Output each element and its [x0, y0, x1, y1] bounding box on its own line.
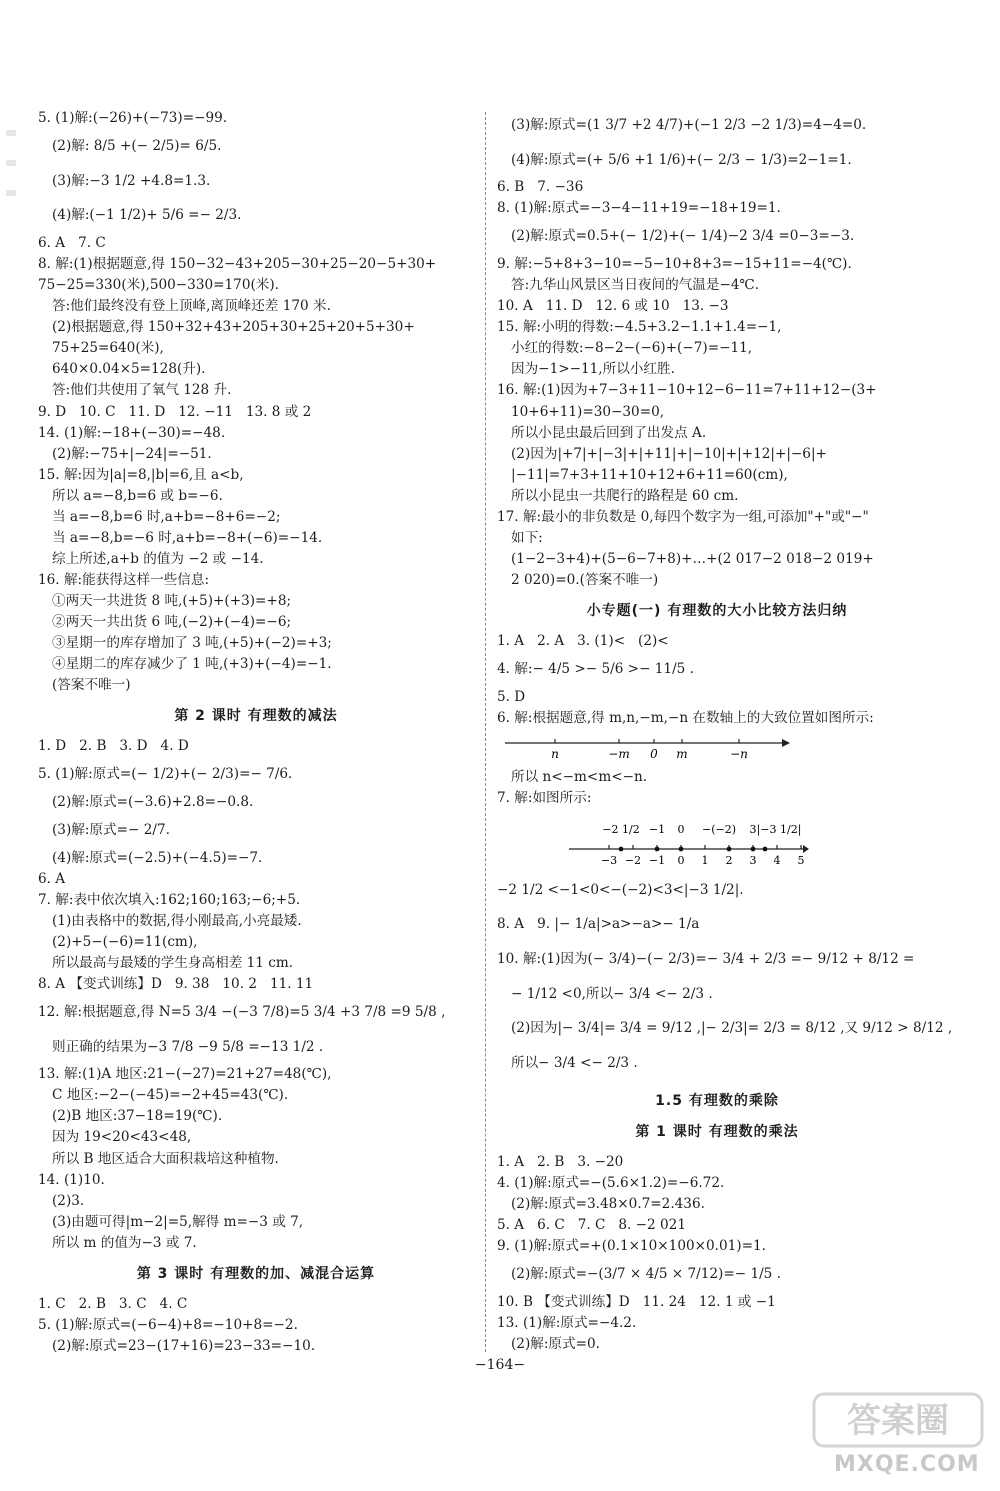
section-heading: 1.5 有理数的乘除: [655, 1092, 779, 1109]
watermark-text: MXQE.COM: [834, 1452, 980, 1477]
answer-line: (2)解:原式=23−(17+16)=23−33=−10.: [52, 1337, 316, 1354]
answer-line: 10. B 【变式训练】D 11. 24 12. 1 或 −1: [497, 1294, 776, 1311]
answer-line: (3)解:−3 1/2 +4.8=1.3.: [52, 172, 211, 189]
answer-line: (2)因为|− 3/4|= 3/4 = 9/12 ,|− 2/3|= 2/3 = 8/12 ,又 9/12 > 8/12 ,: [511, 1020, 953, 1037]
answer-line: 5. D: [497, 688, 526, 705]
answer-line: 10. A 11. D 12. 6 或 10 13. −3: [497, 298, 729, 315]
answer-line: (2)3.: [52, 1192, 85, 1209]
tick-label: −2: [624, 853, 642, 867]
answer-line: 所以 m 的值为−3 或 7.: [52, 1234, 197, 1251]
answer-line: 答:他们最终没有登上顶峰,离顶峰还差 170 米.: [52, 298, 331, 315]
answer-line: ④星期二的库存减少了 1 吨,(+3)+(−4)=−1.: [52, 656, 332, 673]
plotted-point: [655, 846, 660, 851]
answer-line: |−11|=7+3+11+10+12+6+11=60(cm),: [511, 466, 788, 483]
answer-line: 10+6+11)=30−30=0,: [511, 403, 665, 420]
tick-label: 2: [725, 853, 733, 867]
answer-line: 15. 解:小明的得数:−4.5+3.2−1.1+1.4=−1,: [497, 319, 782, 336]
answer-line: 17. 解:最小的非负数是 0,每四个数字为一组,可添加"+"或"−": [497, 508, 869, 525]
tick-label: 5: [797, 853, 805, 867]
answer-line: 5. (1)解:原式=(− 1/2)+(− 2/3)=− 7/6.: [38, 766, 293, 783]
answer-line: 4. 解:− 4/5 >− 5/6 >− 11/5 .: [497, 660, 694, 677]
answer-line: 15. 解:因为|a|=8,|b|=6,且 a<b,: [38, 466, 244, 483]
answer-line: ②两天一共出货 6 吨,(−2)+(−4)=−6;: [52, 614, 292, 631]
answer-line: 9. (1)解:原式=+(0.1×10×100×0.01)=1.: [497, 1238, 766, 1255]
answer-line: 4. (1)解:原式=−(5.6×1.2)=−6.72.: [497, 1175, 725, 1192]
answer-line: 5. (1)解:(−26)+(−73)=−99.: [38, 110, 228, 126]
answer-line: 所以小昆虫最后回到了出发点 A.: [511, 424, 707, 441]
number-line-6: [497, 731, 797, 761]
answer-line: ①两天一共进货 8 吨,(+5)+(+3)=+8;: [52, 593, 292, 610]
answer-line: 答:九华山风景区当日夜间的气温是−4℃.: [511, 277, 760, 294]
answer-line: 7. 解:表中依次填入:162;160;163;−6;+5.: [38, 891, 301, 908]
point-label: |−3 1/2|: [756, 822, 802, 836]
answer-line: 640×0.04×5=128(升).: [52, 361, 206, 378]
answer-line: (2)解:原式=0.5+(− 1/2)+(− 1/4)−2 3/4 =0−3=−3.: [511, 228, 855, 245]
answer-line: 6. A 7. C: [38, 235, 106, 252]
answer-line: 因为 19<20<43<48,: [52, 1129, 192, 1146]
answer-line: − 1/12 <0,所以− 3/4 <− 2/3 .: [511, 985, 713, 1002]
right-column: [497, 108, 953, 1355]
tick-label: 3: [749, 853, 757, 867]
point-label: −n: [730, 746, 748, 761]
number-line-figure-7: [497, 811, 937, 867]
answer-line: (2)解:原式=0.: [511, 1336, 600, 1353]
answer-line: C 地区:−2−(−45)=−2+45=43(℃).: [52, 1087, 289, 1104]
answer-line: (1)由表格中的数据,得小刚最高,小亮最矮.: [52, 912, 302, 929]
point-label: −(−2): [701, 822, 737, 836]
answer-line: 10. 解:(1)因为(− 3/4)−(− 2/3)=− 3/4 + 2/3 =− 9/12 + 8/12 =: [497, 951, 915, 968]
answer-line: (2)根据题意,得 150+32+43+205+30+25+20+5+30+: [52, 319, 415, 336]
answer-line: 13. (1)解:原式=−4.2.: [497, 1315, 637, 1332]
answer-line: (2)解: 8/5 +(− 2/5)= 6/5.: [52, 138, 222, 155]
answer-line: 小红的得数:−8−2−(−6)+(−7)=−11,: [511, 340, 753, 357]
answer-line: (1−2−3+4)+(5−6−7+8)+…+(2 017−2 018−2 019+: [511, 550, 874, 567]
arrow-icon: [803, 845, 809, 853]
answer-line: ③星期一的库存增加了 3 吨,(+5)+(−2)=+3;: [52, 635, 332, 652]
answer-line: 因为−1>−11,所以小红胜.: [511, 361, 675, 378]
plotted-point: [763, 846, 768, 851]
answer-line: 当 a=−8,b=−6 时,a+b=−8+(−6)=−14.: [52, 529, 323, 546]
watermark-logo-text: 答案圈: [847, 1401, 949, 1441]
answer-line: 75+25=640(米),: [52, 340, 164, 357]
answer-line: 所以最高与最矮的学生身高相差 11 cm.: [52, 954, 294, 971]
answer-line: 当 a=−8,b=6 时,a+b=−8+6=−2;: [52, 508, 281, 525]
tick-label: 1: [701, 853, 709, 867]
answer-line: 13. 解:(1)A 地区:21−(−27)=21+27=48(℃),: [38, 1066, 332, 1083]
plotted-point: [619, 846, 624, 851]
tick-label: −3: [600, 853, 618, 867]
answer-line: 所以小昆虫一共爬行的路程是 60 cm.: [511, 487, 739, 504]
answer-line: 8. (1)解:原式=−3−4−11+19=−18+19=1.: [497, 200, 781, 217]
scan-artifact: [6, 190, 16, 196]
answer-line: 16. 解:能获得这样一些信息:: [38, 572, 210, 589]
point-label: −1: [648, 822, 666, 836]
answer-line: (答案不唯一): [52, 677, 131, 694]
point-label: 0: [677, 822, 685, 836]
answer-line: 1. D 2. B 3. D 4. D: [38, 738, 189, 755]
answer-line: 答:他们共使用了氧气 128 升.: [52, 382, 232, 399]
plotted-point: [727, 846, 732, 851]
answer-line: 所以 n<−m<m<−n.: [511, 768, 648, 785]
answer-line: 所以 B 地区适合大面积栽培这种植物.: [52, 1150, 279, 1167]
plotted-point: [751, 846, 756, 851]
answer-line: 14. (1)解:−18+(−30)=−48.: [38, 424, 226, 441]
point-label: 3: [749, 822, 757, 836]
scan-artifact: [6, 160, 16, 166]
tick-label: −1: [648, 853, 666, 867]
answer-line: 6. B 7. −36: [497, 179, 584, 196]
answer-line: 1. A 2. A 3. (1)< (2)<: [497, 632, 669, 649]
number-line-figure-6: [497, 731, 937, 761]
page-number: −164−: [474, 1357, 526, 1373]
answer-line: 1. C 2. B 3. C 4. C: [38, 1295, 188, 1312]
answer-line: 8. 解:(1)根据题意,得 150−32−43+205−30+25−20−5+30+: [38, 256, 437, 273]
answer-line: (3)解:原式=(1 3/7 +2 4/7)+(−1 2/3 −2 1/3)=4−4=0.: [511, 117, 867, 133]
answer-line: 6. 解:根据题意,得 m,n,−m,−n 在数轴上的大致位置如图所示:: [497, 709, 874, 726]
tick-label: 4: [773, 853, 781, 867]
answer-line: −2 1/2 <−1<0<−(−2)<3<|−3 1/2|.: [497, 881, 744, 898]
answer-line: 则正确的结果为−3 7/8 −9 5/8 =−13 1/2 .: [52, 1038, 324, 1055]
arrow-icon: [782, 739, 790, 747]
point-label: 0: [650, 746, 658, 761]
number-line-7: [497, 811, 817, 867]
section-heading: 第 2 课时 有理数的减法: [174, 708, 338, 725]
answer-line: 9. D 10. C 11. D 12. −11 13. 8 或 2: [38, 403, 312, 420]
point-label: −2 1/2: [602, 822, 640, 836]
answer-line: 6. A: [38, 870, 66, 887]
answer-line: 16. 解:(1)因为+7−3+11−10+12−6−11=7+11+12−(3+: [497, 382, 877, 399]
answer-line: 2 020)=0.(答案不唯一): [511, 572, 659, 589]
answer-line: (2)解:原式=−(3/7 × 4/5 × 7/12)=− 1/5 .: [511, 1266, 781, 1283]
answer-line: (4)解:原式=(+ 5/6 +1 1/6)+(− 2/3 − 1/3)=2−1=1.: [511, 151, 852, 168]
answer-line: (2)B 地区:37−18=19(℃).: [52, 1108, 223, 1125]
answer-line: 9. 解:−5+8+3−10=−5−10+8+3=−15+11=−4(℃).: [497, 256, 852, 273]
point-label: n: [551, 746, 559, 761]
answer-line: (4)解:原式=(−2.5)+(−4.5)=−7.: [52, 849, 263, 866]
answer-line: 所以 a=−8,b=6 或 b=−6.: [52, 487, 223, 504]
section-heading: 第 3 课时 有理数的加、减混合运算: [136, 1265, 376, 1282]
point-label: −m: [608, 746, 630, 761]
answer-line: 14. (1)10.: [38, 1171, 105, 1188]
answer-line: 5. (1)解:原式=(−6−4)+8=−10+8=−2.: [38, 1316, 298, 1333]
answer-line: 8. A 9. |− 1/a|>a>−a>− 1/a: [497, 916, 700, 933]
plotted-point: [679, 846, 684, 851]
answer-line: (3)解:原式=− 2/7.: [52, 821, 170, 838]
answer-line: (2)+5−(−6)=11(cm),: [52, 933, 198, 950]
answer-line: 如下:: [511, 529, 543, 546]
answer-line: (3)由题可得|m−2|=5,解得 m=−3 或 7,: [52, 1213, 304, 1230]
scan-artifact: [6, 130, 16, 136]
left-column: [38, 108, 474, 1357]
answer-line: (2)因为|+7|+|−3|+|+11|+|−10|+|+12|+|−6|+: [511, 445, 827, 462]
section-heading: 小专题(一) 有理数的大小比较方法归纳: [586, 603, 848, 620]
answer-line: 综上所述,a+b 的值为 −2 或 −14.: [52, 550, 264, 567]
answer-line: 75−25=330(米),500−330=170(米).: [38, 277, 279, 294]
answer-line: 1. A 2. B 3. −20: [497, 1154, 624, 1171]
section-heading: 第 1 课时 有理数的乘法: [635, 1124, 799, 1141]
answer-line: 12. 解:根据题意,得 N=5 3/4 −(−3 7/8)=5 3/4 +3 7/8 =9 5/8 ,: [38, 1003, 446, 1020]
tick-label: 0: [677, 853, 685, 867]
answer-line: (2)解:−75+|−24|=−51.: [52, 445, 212, 462]
answer-line: 5. A 6. C 7. C 8. −2 021: [497, 1217, 686, 1234]
answer-line: 7. 解:如图所示:: [497, 789, 592, 806]
column-divider: [485, 112, 486, 1352]
answer-line: (4)解:(−1 1/2)+ 5/6 =− 2/3.: [52, 207, 242, 224]
answer-line: (2)解:原式=(−3.6)+2.8=−0.8.: [52, 793, 254, 810]
answer-line: 所以− 3/4 <− 2/3 .: [511, 1055, 638, 1072]
answer-line: 8. A 【变式训练】D 9. 38 10. 2 11. 11: [38, 975, 314, 992]
answer-line: (2)解:原式=3.48×0.7=2.436.: [511, 1196, 705, 1213]
point-label: m: [676, 746, 688, 761]
